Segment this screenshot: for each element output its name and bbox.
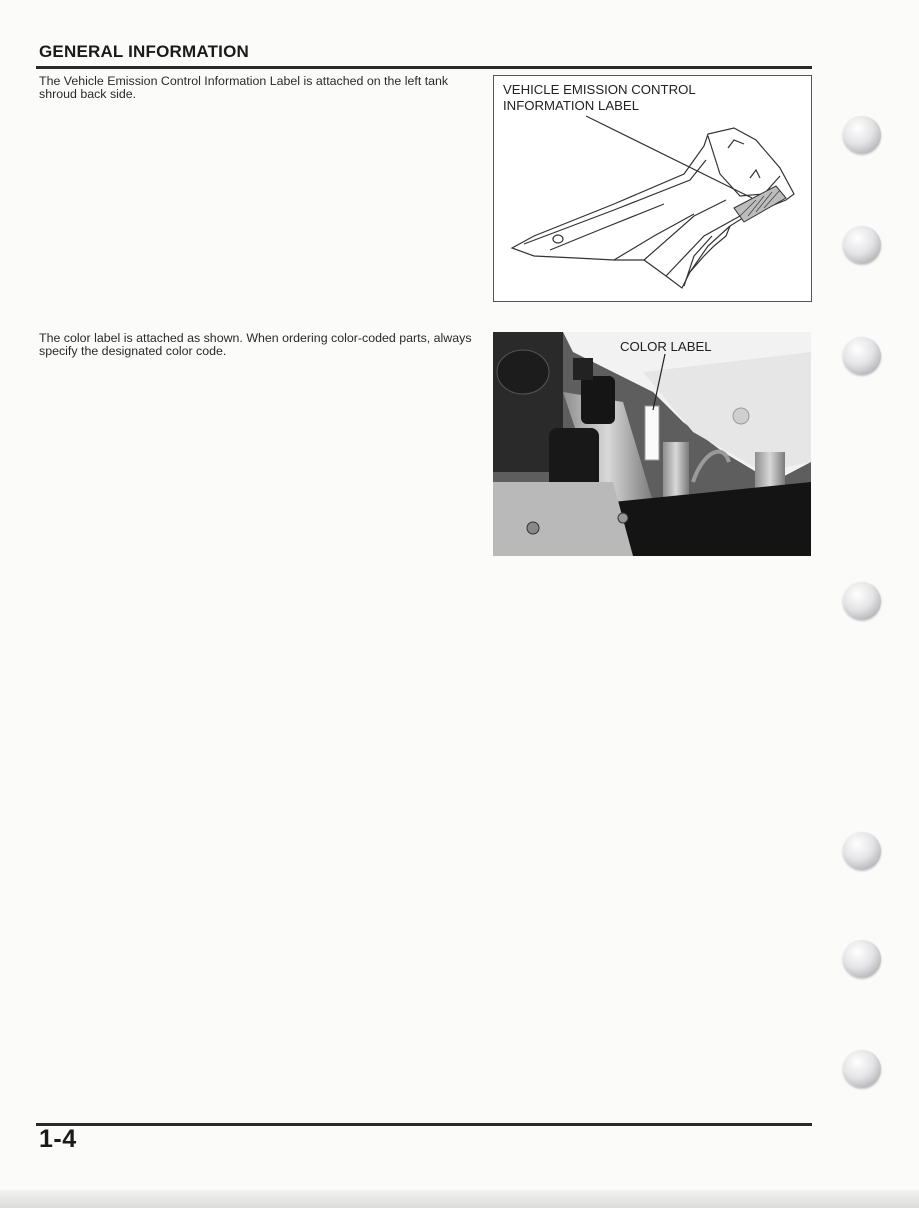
binder-hole-6 — [843, 940, 881, 978]
emission-label-paragraph: The Vehicle Emission Control Information Label is attached on the left tank shroud back side. — [39, 74, 449, 101]
emission-callout-line-1: VEHICLE EMISSION CONTROL — [503, 82, 696, 97]
motorcycle-frame-photo — [493, 332, 811, 556]
color-label-photo — [493, 332, 811, 556]
color-label-sticker — [645, 406, 659, 460]
color-label-callout: COLOR LABEL — [620, 339, 712, 354]
binder-hole-7 — [843, 1050, 881, 1088]
page-section-title: GENERAL INFORMATION — [39, 42, 249, 61]
color-label-paragraph: The color label is attached as shown. When ordering color-coded parts, always specify the designated color code. — [39, 331, 472, 358]
page-number: 1-4 — [39, 1125, 77, 1153]
footer-rule — [36, 1123, 812, 1126]
binder-hole-3 — [843, 337, 881, 375]
binder-hole-5 — [843, 832, 881, 870]
emission-label-hatch — [734, 186, 786, 222]
binder-hole-2 — [843, 226, 881, 264]
header-rule — [36, 66, 812, 69]
emission-label-figure — [493, 75, 812, 302]
emission-label-callout — [503, 82, 696, 114]
page-bottom-shadow — [0, 1190, 919, 1208]
emission-callout-line-2: INFORMATION LABEL — [503, 98, 640, 113]
binder-hole-1 — [843, 116, 881, 154]
binder-hole-4 — [843, 582, 881, 620]
